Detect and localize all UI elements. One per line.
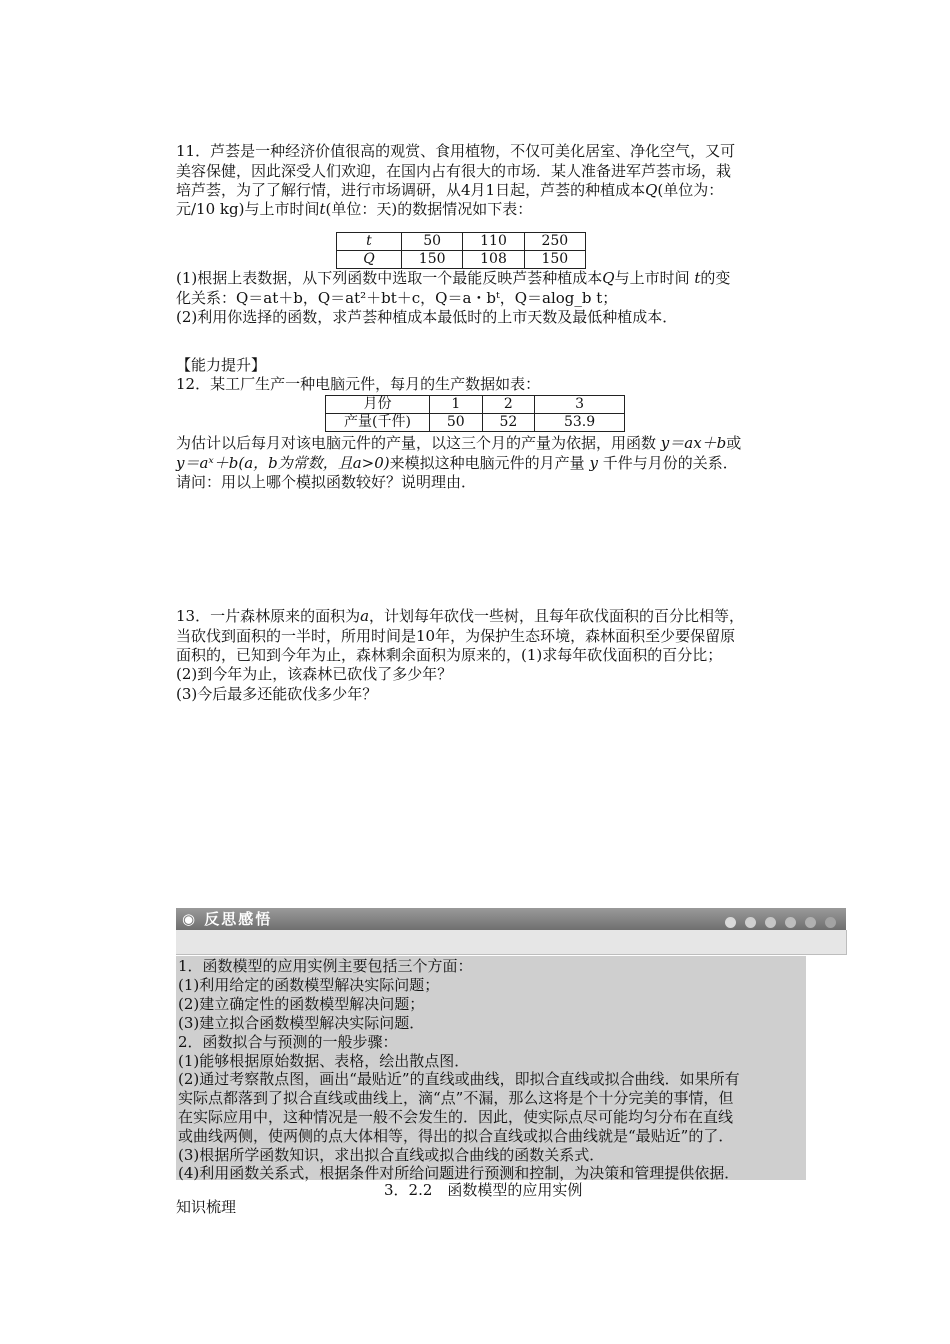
q13-line-1: 13．一片森林原来的面积为a，计划每年砍伐一些树，且每年砍伐面积的百分比相等， — [176, 607, 745, 625]
q11-table-t-2: 110 — [463, 233, 524, 251]
q11-line-1: 11．芦荟是一种经济价值很高的观赏、食用植物，不仅可美化居室、净化空气，又可 — [176, 142, 736, 160]
q12-table-month-1: 1 — [430, 396, 483, 414]
summary-line: (2)通过考察散点图，画出“最贴近”的直线或曲线，即拟合直线或拟合曲线．如果所有 — [178, 1070, 740, 1088]
q12-table-header-output: 产量(千件) — [326, 414, 430, 432]
q13-var-a: a — [360, 607, 370, 625]
summary-line: 实际点都落到了拟合直线或曲线上，滴“点”不漏，那么这将是个十分完美的事情，但 — [178, 1089, 734, 1107]
q11-table-t-3: 250 — [524, 233, 585, 251]
q12-line-1: 12．某工厂生产一种电脑元件，每月的生产数据如表： — [176, 375, 541, 393]
summary-line: 或曲线两侧，使两侧的点大体相等，得出的拟合直线或拟合曲线就是“最贴近”的了． — [178, 1127, 734, 1145]
q11-line-3a: 培芦荟，为了了解行情，进行市场调研，从4月1日起，芦荟的种植成本 — [176, 181, 646, 199]
summary-line: (3)根据所学函数知识，求出拟合直线或拟合曲线的函数关系式． — [178, 1146, 605, 1164]
reflection-summary-box — [176, 956, 806, 1180]
q11-table-header-q: Q — [337, 251, 402, 269]
q12-formula-exp: y＝aˣ＋b(a，b为常数，且a>0) — [176, 454, 390, 472]
q11-part1-a: (1)根据上表数据，从下列函数中选取一个最能反映芦荟种植成本 — [176, 269, 603, 287]
q12-table-output-3: 53.9 — [535, 414, 625, 432]
dot-icon — [745, 917, 756, 928]
section-title: 3．2.2 函数模型的应用实例 — [384, 1181, 583, 1199]
q11-table-t-1: 50 — [402, 233, 463, 251]
q11-line-3 — [176, 180, 723, 200]
q11-part1-b: 与上市时间 — [614, 269, 690, 287]
q11-part1-line-2: 化关系：Q＝at＋b，Q＝at²＋bt＋c，Q＝a・bᵗ，Q＝alog_b t； — [176, 289, 618, 307]
q11-var-q: Q — [645, 181, 658, 199]
dot-icon — [725, 917, 736, 928]
q13-line-2: 当砍伐到面积的一半时，所用时间是10年，为保护生态环境，森林面积至少要保留原 — [176, 627, 736, 645]
q13-line-3: 面积的，已知到今年为止，森林剩余面积为原来的，(1)求每年砍伐面积的百分比； — [176, 646, 723, 664]
q12-table-month-2: 2 — [482, 396, 535, 414]
q11-table-q-3: 150 — [524, 251, 585, 269]
dot-icon — [765, 917, 776, 928]
q13-line-5: (3)今后最多还能砍伐多少年？ — [176, 685, 378, 703]
q12-table-output-1: 50 — [430, 414, 483, 432]
dot-icon — [785, 917, 796, 928]
summary-line: (4)利用函数关系式，根据条件对所给问题进行预测和控制，为决策和管理提供依据． — [178, 1164, 740, 1182]
q11-part1-c: 的变 — [700, 269, 731, 287]
section-ability-heading: 【能力提升】 — [176, 356, 267, 374]
reflection-banner — [176, 908, 846, 930]
table-row — [337, 251, 586, 269]
reflection-banner-underlay — [176, 930, 847, 955]
subsection-title: 知识梳理 — [176, 1198, 237, 1216]
q11-line-3b: (单位为： — [657, 181, 724, 199]
summary-line: 1．函数模型的应用实例主要包括三个方面： — [178, 957, 473, 975]
q11-table — [336, 232, 586, 269]
summary-line: (1)能够根据原始数据、表格，绘出散点图． — [178, 1052, 470, 1070]
table-row — [326, 396, 625, 414]
q12-table — [325, 395, 625, 432]
q11-line-2: 美容保健，因此深受人们欢迎，在国内占有很大的市场．某人准备进军芦荟市场，栽 — [176, 162, 732, 180]
q11-line-4 — [176, 199, 532, 219]
table-row — [337, 233, 586, 251]
q11-part2: (2)利用你选择的函数，求芦荟种植成本最低时的上市天数及最低种植成本． — [176, 308, 678, 326]
q12-table-header-month: 月份 — [326, 396, 430, 414]
summary-line: (3)建立拟合函数模型解决实际问题． — [178, 1014, 425, 1032]
q13-line-4: (2)到今年为止，该森林已砍伐了多少年？ — [176, 665, 453, 683]
dot-icon — [805, 917, 816, 928]
summary-line: 在实际应用中，这种情况是一般不会发生的．因此，使实际点尽可能均匀分布在直线 — [178, 1108, 734, 1126]
q12-line-3: y＝aˣ＋b(a，b为常数，且a>0)来模拟这种电脑元件的月产量 y 千件与月份的关系． — [176, 454, 738, 472]
q11-line-4a: 元/10 kg)与上市时间 — [176, 200, 320, 218]
q12-line-2: 为估计以后每月对该电脑元件的产量，以这三个月的产量为依据，用函数 y＝ax＋b或 — [176, 434, 742, 452]
table-row — [326, 414, 625, 432]
q11-part1-line-1: (1)根据上表数据，从下列函数中选取一个最能反映芦荟种植成本Q与上市时间 t的变 — [176, 269, 731, 287]
q11-table-q-1: 150 — [402, 251, 463, 269]
q12-table-output-2: 52 — [482, 414, 535, 432]
summary-line: 2．函数拟合与预测的一般步骤： — [178, 1033, 398, 1051]
dot-icon — [825, 917, 836, 928]
q12-formula-linear: y＝ax＋b — [660, 434, 727, 452]
summary-line: (2)建立确定性的函数模型解决问题； — [178, 995, 425, 1013]
q11-line-4b: (单位：天)的数据情况如下表： — [325, 200, 533, 218]
q11-table-q-2: 108 — [463, 251, 524, 269]
q11-var-t: t — [319, 200, 326, 218]
q12-table-month-3: 3 — [535, 396, 625, 414]
summary-line: (1)利用给定的函数模型解决实际问题； — [178, 976, 440, 994]
q11-table-header-t: t — [337, 233, 402, 251]
reflection-banner-label: ◉ 反思感悟 — [182, 910, 273, 928]
q12-line-4: 请问：用以上哪个模拟函数较好？说明理由． — [176, 473, 477, 491]
